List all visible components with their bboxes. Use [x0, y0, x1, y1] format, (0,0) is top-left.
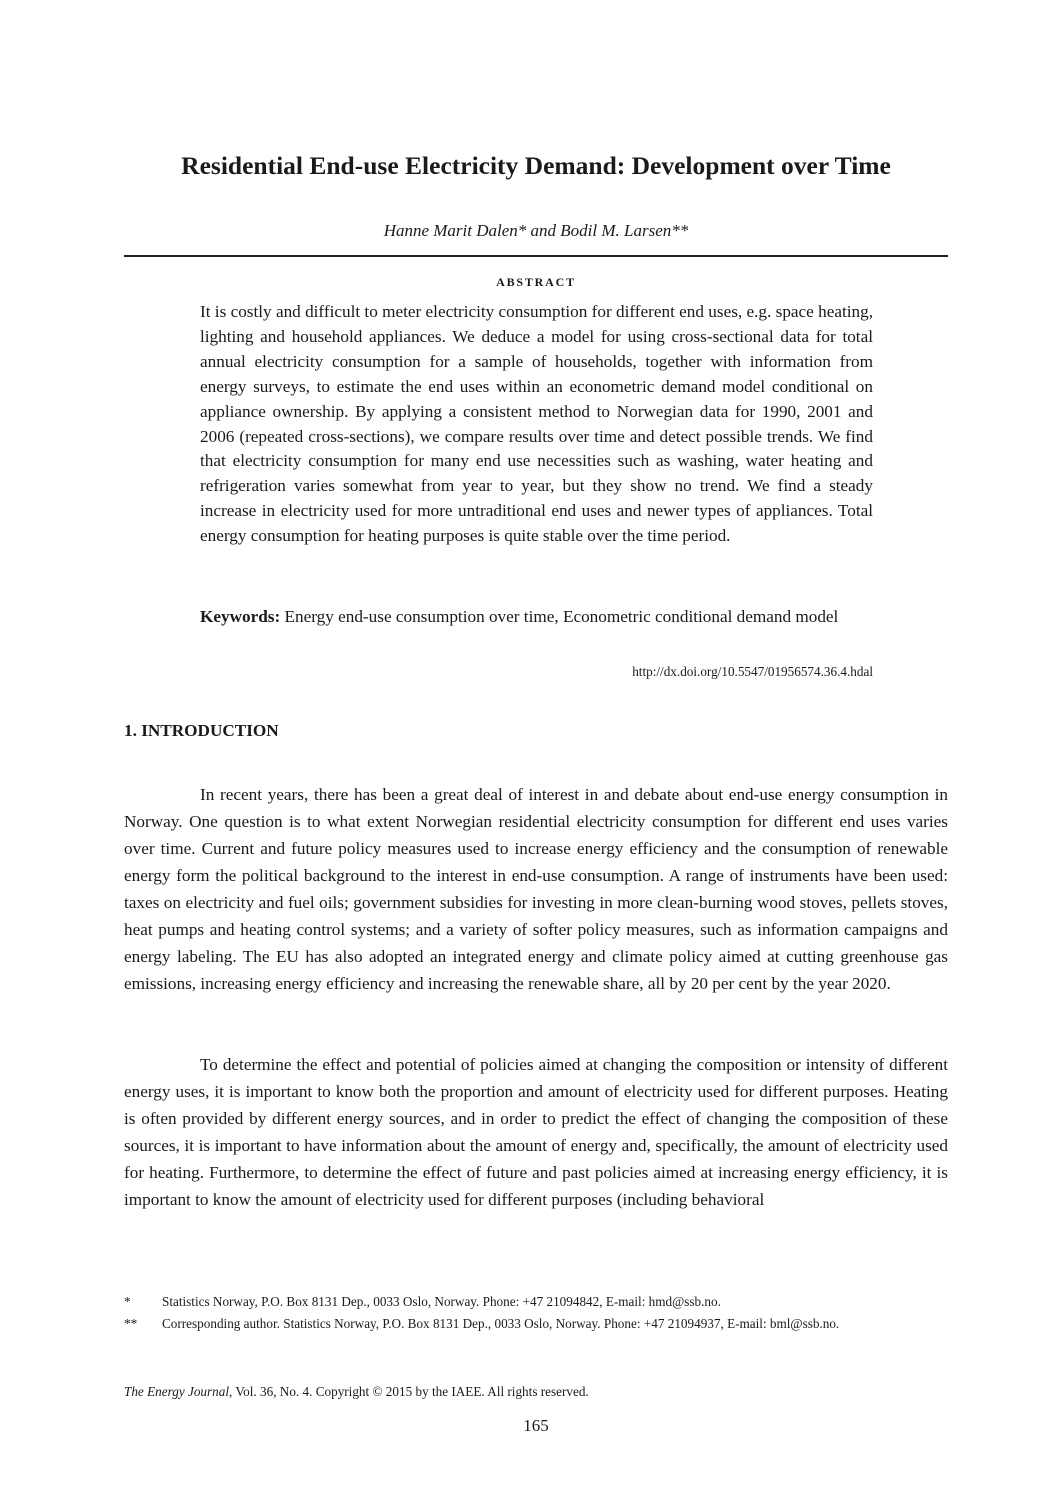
footnote — [124, 1291, 948, 1313]
section-heading: 1. INTRODUCTION — [124, 721, 279, 740]
footnote-mark: ** — [124, 1316, 138, 1331]
footnote — [124, 1313, 948, 1335]
footnote-mark: * — [124, 1294, 131, 1309]
keywords-text: Energy end-use consumption over time, Econometric conditional demand model — [284, 607, 839, 626]
body-paragraph: To determine the effect and potential of policies aimed at changing the composition or intensity of different energy uses, it is important to know both the proportion and amount of electricity used for different purposes. Heating is often provided by different energy sources, and in order to predict the effect of changing the composition of these sources, it is important to have information about the amount of energy and, specifically, the amount of electricity used for heating. Furthermore, to determine the effect of future and past policies aimed at increasing energy efficiency, it is important to know the amount of electricity used for different purposes (including behavioral — [124, 1055, 948, 1209]
header-rule — [124, 255, 948, 257]
keywords-label: Keywords: — [200, 607, 281, 626]
body-paragraph: In recent years, there has been a great deal of interest in and debate about end-use energy consumption in Norway. One question is to what extent Norwegian residential electricity consumption for different end uses varies over time. Current and future policy measures used to increase energy efficiency and the consumption of renewable energy form the political background to the interest in end-use consumption. A range of instruments have been used: taxes on electricity and fuel oils; government subsidies for investing in more clean-burning wood stoves, pellets stoves, heat pumps and heating control systems; and a variety of softer policy measures, such as information campaigns and energy labeling. The EU has also adopted an integrated energy and climate policy aimed at cutting greenhouse gas emissions, increasing energy efficiency and increasing the renewable share, all by 20 per cent by the year 2020. — [124, 785, 948, 993]
journal-name: The Energy Journal — [124, 1384, 229, 1399]
footnote-text: Statistics Norway, P.O. Box 8131 Dep., 0033 Oslo, Norway. Phone: +47 21094842, E-mail: hmd@ssb.no. — [162, 1294, 721, 1309]
abstract-heading: ABSTRACT — [496, 275, 576, 289]
journal-citation — [124, 1383, 948, 1401]
keywords — [200, 605, 873, 630]
paper-title: Residential End-use Electricity Demand: Development over Time — [181, 151, 891, 180]
abstract-text: It is costly and difficult to meter electricity consumption for different end uses, e.g. space heating, lighting and household appliances. We deduce a model for using cross-sectional data for total annual electricity consumption for a sample of households, together with information from energy surveys, to estimate the end uses within an econometric demand model conditional on appliance ownership. By applying a consistent method to Norwegian data for 1990, 2001 and 2006 (repeated cross-sections), we compare results over time and detect possible trends. We find that electricity consumption for many end use necessities such as washing, water heating and refrigeration varies somewhat from year to year, but they show no trend. We find a steady increase in electricity used for more untraditional end uses and newer types of appliances. Total energy consumption for heating purposes is quite stable over the time period. — [200, 302, 873, 546]
journal-copyright: , Vol. 36, No. 4. Copyright © 2015 by the IAEE. All rights reserved. — [229, 1384, 589, 1399]
footnote-text: Corresponding author. Statistics Norway, P.O. Box 8131 Dep., 0033 Oslo, Norway. Phone: +47 21094937, E-mail: bml@ssb.no. — [162, 1316, 840, 1331]
doi-link[interactable]: http://dx.doi.org/10.5547/01956574.36.4.hdal — [632, 664, 873, 679]
footnotes — [124, 1291, 948, 1335]
page-number: 165 — [523, 1416, 549, 1435]
author-line: Hanne Marit Dalen* and Bodil M. Larsen** — [383, 221, 689, 240]
